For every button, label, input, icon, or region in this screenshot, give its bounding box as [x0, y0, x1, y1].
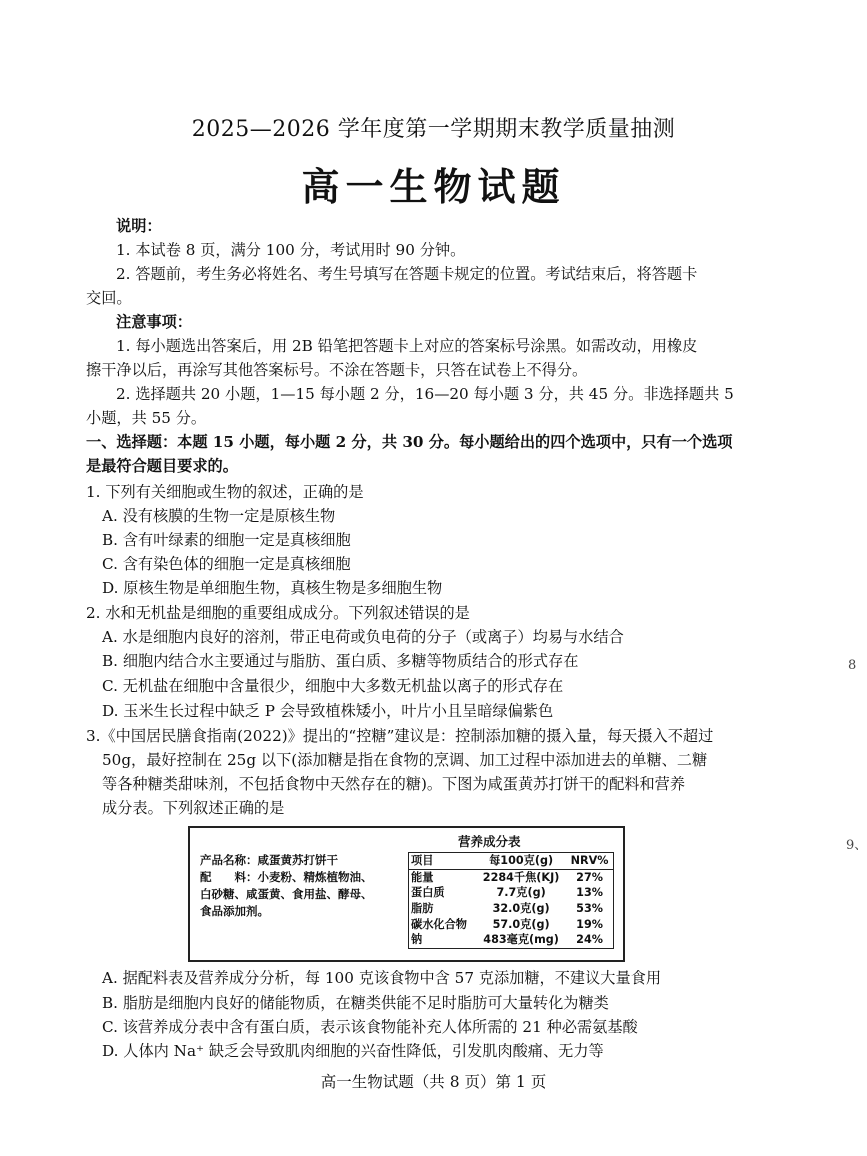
table-cell: 24%	[576, 933, 603, 947]
table-row	[409, 869, 614, 885]
table-cell: 碳水化合物	[411, 917, 467, 931]
notes-heading: 注意事项：	[116, 313, 192, 331]
table-row	[409, 901, 614, 917]
nutrition-table-title: 营养成分表	[458, 834, 521, 849]
table-cell: 蛋白质	[411, 886, 445, 900]
ingredients-line: 配 料：小麦粉、精炼植物油、	[200, 870, 373, 884]
table-cell: 能量	[411, 870, 434, 884]
table-cell: 53%	[576, 902, 603, 916]
table-row	[409, 916, 614, 932]
question-3-stem-line-4: 成分表。下列叙述正确的是	[102, 799, 285, 817]
question-2-stem: 2. 水和无机盐是细胞的重要组成成分。下列叙述错误的是	[86, 604, 470, 622]
table-header-row	[409, 853, 614, 870]
table-cell: 2284千焦(KJ)	[482, 870, 560, 884]
question-3-option-a: A. 据配料表及营养成分分析，每 100 克该食物中含 57 克添加糖，不建议大量食用	[102, 969, 662, 987]
section-1-heading-line-1: 一、选择题：本题 15 小题，每小题 2 分，共 30 分。每小题给出的四个选项中，只有一个选项	[86, 433, 733, 451]
question-2-option-c: C. 无机盐在细胞中含量很少，细胞中大多数无机盐以离子的形式存在	[102, 677, 564, 695]
instruction-item-1: 1. 本试卷 8 页，满分 100 分，考试用时 90 分钟。	[116, 241, 466, 259]
note-item-2-line-1: 2. 选择题共 20 小题，1—15 每小题 2 分，16—20 每小题 3 分，共 45 分。非选择题共 5	[116, 385, 734, 403]
note-item-2-line-2: 小题，共 55 分。	[86, 409, 207, 427]
section-1-heading-line-2: 是最符合题目要求的。	[86, 457, 238, 475]
subject-title: 高一生物试题	[301, 165, 566, 209]
note-item-1-line-2: 擦干净以后，再涂写其他答案标号。不涂在答题卡，只答在试卷上不得分。	[86, 361, 588, 379]
instructions-heading: 说明：	[116, 217, 162, 235]
table-row	[409, 885, 614, 901]
ingredients-line: 食品添加剂。	[200, 904, 269, 918]
question-2-option-b: B. 细胞内结合水主要通过与脂肪、蛋白质、多糖等物质结合的形式存在	[102, 652, 579, 670]
column-header: NRV%	[566, 853, 613, 870]
instruction-item-2-line-1: 2. 答题前，考生务必将姓名、考生号填写在答题卡规定的位置。考试结束后，将答题卡	[116, 265, 698, 283]
table-row	[409, 932, 614, 948]
table-cell: 19%	[576, 917, 603, 931]
nutrition-table	[408, 852, 614, 949]
question-3-stem-line-2: 50g，最好控制在 25g 以下(添加糖是指在食物的烹调、加工过程中添加进去的单糖、二糖	[102, 751, 708, 769]
page-footer: 高一生物试题（共 8 页）第 1 页	[320, 1073, 547, 1091]
note-item-1-line-1: 1. 每小题选出答案后，用 2B 铅笔把答题卡上对应的答案标号涂黑。如需改动，用橡皮	[116, 337, 698, 355]
question-3-option-b: B. 脂肪是细胞内良好的储能物质，在糖类供能不足时脂肪可大量转化为糖类	[102, 994, 609, 1012]
table-cell: 钠	[411, 933, 423, 947]
question-3-option-c: C. 该营养成分表中含有蛋白质，表示该食物能补充人体所需的 21 种必需氨基酸	[102, 1018, 638, 1036]
instruction-item-2-line-2: 交回。	[86, 289, 132, 307]
ingredients-line: 白砂糖、咸蛋黄、食用盐、酵母、	[200, 887, 373, 901]
column-header: 每100克(g)	[476, 853, 566, 870]
table-cell: 13%	[576, 886, 603, 900]
question-3-option-d: D. 人体内 Na⁺ 缺乏会导致肌肉细胞的兴奋性降低，引发肌肉酸痛、无力等	[102, 1042, 604, 1060]
table-cell: 27%	[576, 870, 603, 884]
product-name: 产品名称：咸蛋黄苏打饼干	[200, 853, 338, 867]
table-cell: 32.0克(g)	[492, 902, 550, 916]
question-1-option-c: C. 含有染色体的细胞一定是真核细胞	[102, 555, 351, 573]
question-2-option-d: D. 玉米生长过程中缺乏 P 会导致植株矮小，叶片小且呈暗绿偏紫色	[102, 702, 554, 720]
question-3-stem-line-1: 3.《中国居民膳食指南(2022)》提出的“控糖”建议是：控制添加糖的摄入量，每天摄入不超过	[86, 727, 714, 745]
question-1-option-d: D. 原核生物是单细胞生物，真核生物是多细胞生物	[102, 579, 443, 597]
question-1-option-a: A. 没有核膜的生物一定是原核生物	[102, 507, 336, 525]
product-ingredients	[200, 852, 373, 920]
table-cell: 7.7克(g)	[496, 886, 546, 900]
question-2-option-a: A. 水是细胞内良好的溶剂，带正电荷或负电荷的分子（或离子）均易与水结合	[102, 628, 624, 646]
question-1-stem: 1. 下列有关细胞或生物的叙述，正确的是	[86, 483, 364, 501]
table-cell: 脂肪	[411, 902, 434, 916]
column-header: 项目	[409, 853, 477, 870]
side-margin-mark: 9、	[846, 838, 867, 853]
side-margin-mark: 8	[848, 658, 857, 673]
exam-title: 2025—2026 学年度第一学期期末教学质量抽测	[191, 117, 676, 142]
question-3-stem-line-3: 等各种糖类甜味剂，不包括食物中天然存在的糖)。下图为咸蛋黄苏打饼干的配料和营养	[102, 775, 686, 793]
table-cell: 57.0克(g)	[492, 917, 550, 931]
nutrition-facts-figure	[188, 826, 625, 962]
table-cell: 483毫克(mg)	[483, 933, 559, 947]
question-1-option-b: B. 含有叶绿素的细胞一定是真核细胞	[102, 531, 351, 549]
